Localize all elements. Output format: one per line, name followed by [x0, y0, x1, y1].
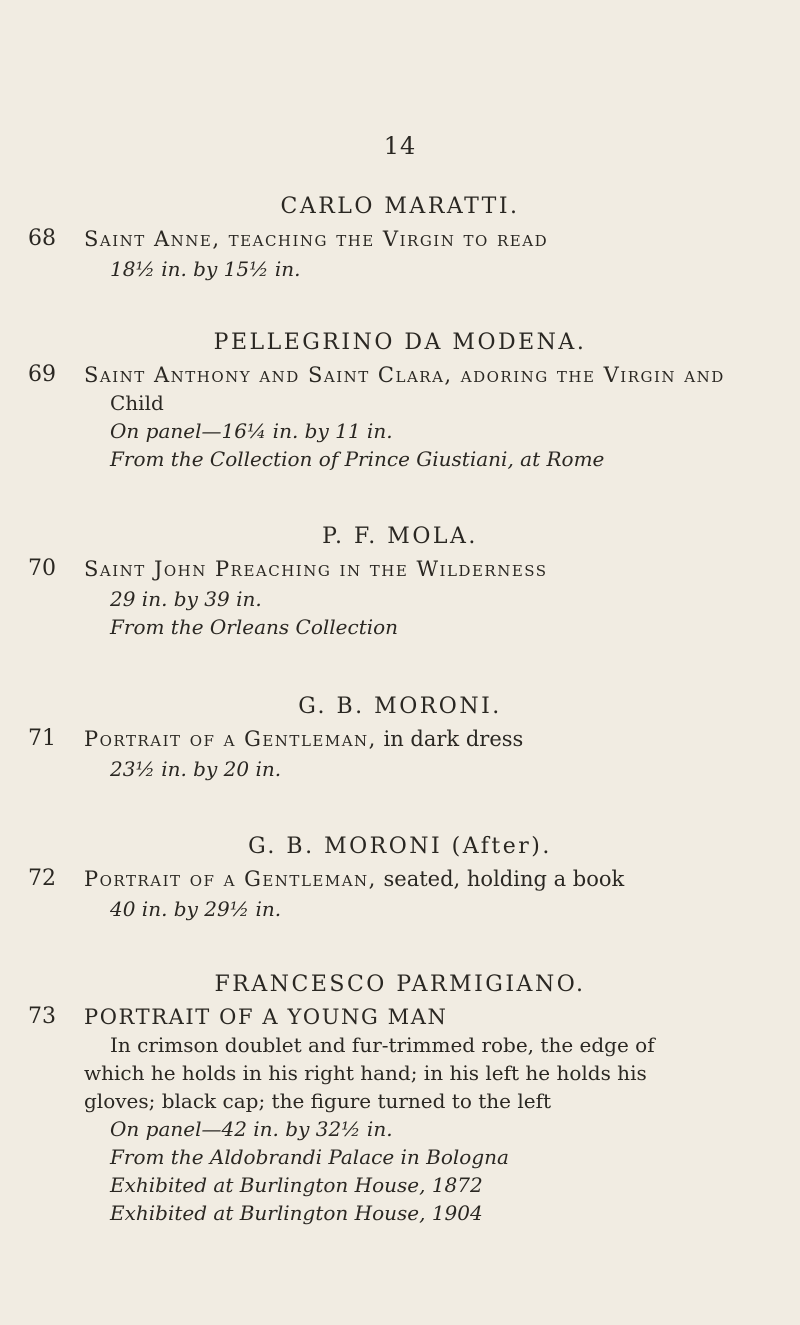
lot-title: Saint Anthony and Saint Clara, adoring the Virgin and	[84, 363, 725, 387]
lot-number: 72	[28, 866, 56, 891]
artist-heading: G. B. MORONI.	[298, 694, 502, 719]
artist-heading: CARLO MARATTI.	[280, 194, 520, 219]
provenance: From the Collection of Prince Giustiani, at Rome	[110, 447, 605, 471]
dimensions: 40 in. by 29½ in.	[110, 897, 282, 921]
dimensions: 18½ in. by 15½ in.	[110, 257, 301, 281]
lot-title: Saint John Preaching in the Wilderness	[84, 557, 548, 581]
dimensions: 23½ in. by 20 in.	[110, 757, 282, 781]
lot-number: 69	[28, 362, 56, 387]
provenance: From the Aldobrandi Palace in Bologna	[110, 1145, 509, 1169]
exhibition: Exhibited at Burlington House, 1872	[110, 1173, 483, 1197]
dimensions: On panel—42 in. by 32½ in.	[110, 1117, 393, 1141]
provenance: From the Orleans Collection	[110, 615, 399, 639]
lot-title-continued: Child	[110, 391, 164, 415]
artist-heading: P. F. MOLA.	[322, 524, 478, 549]
lot-number: 73	[28, 1004, 56, 1029]
lot-title: Portrait of a Gentleman, in dark dress	[84, 727, 524, 751]
lot-title: Saint Anne, teaching the Virgin to read	[84, 227, 549, 251]
exhibition: Exhibited at Burlington House, 1904	[110, 1201, 483, 1225]
artist-heading: G. B. MORONI (After).	[248, 834, 552, 859]
lot-title: Portrait of a Gentleman, seated, holding a book	[84, 867, 625, 891]
lot-title: PORTRAIT OF A YOUNG MAN	[84, 1005, 448, 1029]
description-line: In crimson doublet and fur-trimmed robe, the edge of	[110, 1033, 655, 1057]
artist-heading: PELLEGRINO DA MODENA.	[213, 330, 587, 355]
lot-number: 70	[28, 556, 56, 581]
description-line: which he holds in his right hand; in his left he holds his	[84, 1061, 647, 1085]
description-line: gloves; black cap; the figure turned to the left	[84, 1089, 552, 1113]
lot-number: 68	[28, 226, 56, 251]
artist-heading: FRANCESCO PARMIGIANO.	[214, 972, 586, 997]
lot-number: 71	[28, 726, 56, 751]
dimensions: 29 in. by 39 in.	[110, 587, 262, 611]
dimensions: On panel—16¼ in. by 11 in.	[110, 419, 393, 443]
page-number: 14	[383, 132, 417, 160]
